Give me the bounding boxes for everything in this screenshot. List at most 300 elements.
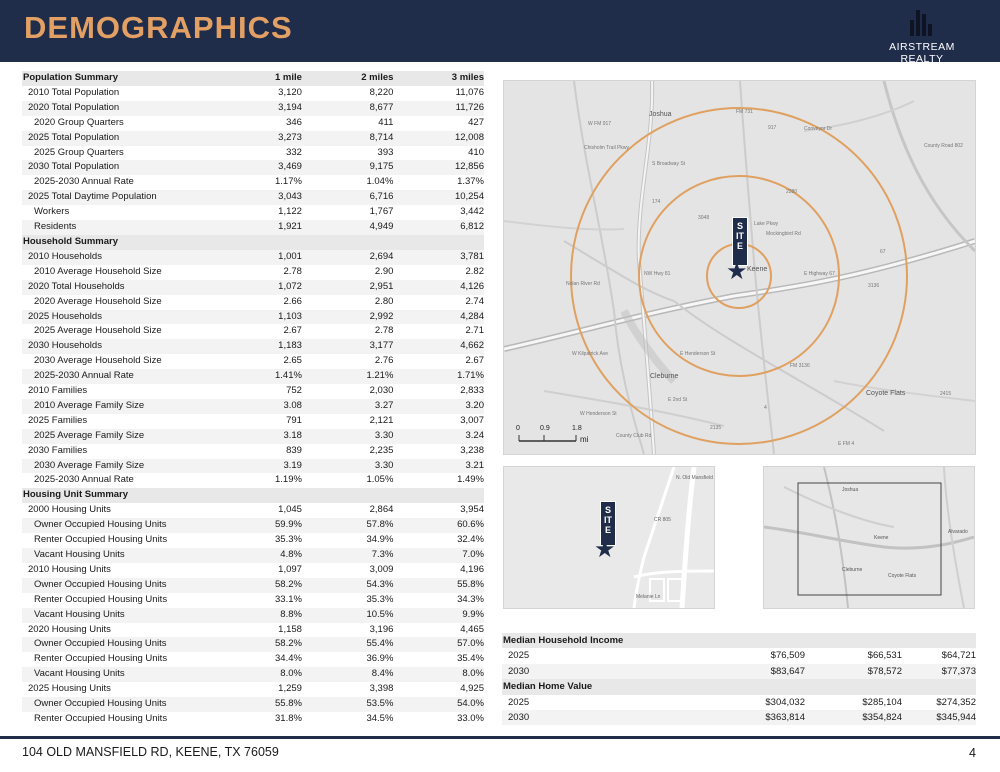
section-title: Median Household Income	[502, 633, 976, 648]
section-row	[22, 235, 484, 250]
cell-2miles: 34.9%	[366, 534, 394, 546]
table-row	[22, 324, 484, 339]
place-label: Alvarado	[948, 529, 968, 535]
table-row	[22, 667, 484, 682]
row-label: Renter Occupied Housing Units	[34, 653, 168, 665]
cell-1mile: 34.4%	[275, 653, 302, 665]
cell-3miles: 3,007	[460, 414, 484, 426]
cell-2miles: 3.30	[302, 429, 393, 444]
road-label: 3048	[698, 215, 710, 221]
cell-2miles: $354,824	[805, 710, 902, 725]
table-row	[502, 695, 976, 710]
cell-3miles: 60.6%	[393, 518, 484, 533]
cell-3miles: 1.49%	[457, 474, 484, 486]
column-header: 1 mile	[255, 71, 302, 86]
road-label: FM 3136	[790, 363, 810, 369]
row-label: 2020 Group Quarters	[34, 116, 124, 128]
cell-2miles: 34.5%	[366, 712, 394, 724]
section-row	[502, 633, 976, 648]
row-label: 2025	[508, 650, 530, 662]
cell-2miles: 1,767	[369, 206, 394, 218]
cell-3miles: 2.82	[465, 265, 484, 277]
road-label: County Club Rd	[616, 433, 652, 439]
cell-1mile: 791	[286, 414, 302, 426]
place-label: Keene	[874, 535, 889, 541]
row-label: 2030 Average Family Size	[22, 459, 255, 474]
road-label: 3136	[868, 283, 880, 289]
cell-3miles: $77,373	[902, 664, 976, 679]
section-title: Household Summary	[22, 235, 484, 250]
cell-1mile: $304,032	[765, 696, 805, 708]
road-label: Lake Pkwy	[754, 221, 779, 227]
cell-2miles: 3,196	[369, 623, 394, 635]
footer-rule	[0, 736, 1000, 739]
cell-3miles: 3,238	[460, 444, 484, 456]
cell-2miles: 8,220	[369, 86, 394, 98]
cell-1mile: 1,097	[278, 563, 302, 575]
row-label: 2030	[502, 710, 702, 725]
cell-1mile: 1,259	[278, 683, 302, 695]
road-label: W FM 917	[588, 121, 612, 127]
row-label: 2025	[508, 696, 530, 708]
cell-3miles: 3.21	[393, 459, 484, 474]
row-label: 2025 Average Family Size	[22, 429, 255, 444]
table-row	[22, 295, 484, 310]
row-label: Residents	[22, 220, 255, 235]
road-label: N. Old Mansfield	[676, 475, 713, 481]
cell-1mile: $363,814	[702, 710, 805, 725]
cell-2miles: 2,992	[302, 310, 393, 325]
road-label: NW Hwy 81	[644, 271, 671, 277]
cell-1mile: 8.0%	[255, 667, 302, 682]
table-row	[22, 712, 484, 727]
row-label: Renter Occupied Housing Units	[34, 534, 168, 546]
table-row	[22, 399, 484, 414]
cell-3miles: $274,352	[936, 696, 976, 708]
table-row	[22, 593, 484, 608]
cell-2miles: 57.8%	[302, 518, 393, 533]
cell-3miles: 2.67	[465, 355, 484, 367]
table-row	[22, 354, 484, 369]
section-row	[22, 488, 484, 503]
row-label: Vacant Housing Units	[22, 667, 255, 682]
cell-3miles: 35.4%	[457, 653, 484, 665]
row-label: Owner Occupied Housing Units	[22, 697, 255, 712]
cell-2miles: $285,104	[862, 696, 902, 708]
row-label: 2010 Average Household Size	[34, 265, 162, 277]
cell-2miles: 8,714	[302, 131, 393, 146]
place-label: Cleburne	[842, 567, 863, 573]
row-label: 2025-2030 Annual Rate	[34, 474, 134, 486]
locator-map-graphic	[764, 467, 974, 608]
table-row	[22, 578, 484, 593]
brand-logo	[866, 6, 978, 65]
cell-1mile: 55.8%	[255, 697, 302, 712]
road-label: Melanie Ln	[636, 594, 661, 600]
demographics-body	[22, 86, 484, 727]
table-row	[22, 101, 484, 116]
cell-2miles: 2.80	[374, 295, 394, 307]
cell-1mile: 346	[286, 116, 302, 128]
road-label: 917	[768, 125, 777, 131]
row-label: Vacant Housing Units	[22, 548, 255, 563]
cell-3miles: 2,833	[460, 385, 484, 397]
cell-1mile: 839	[286, 444, 302, 456]
road-label: 2280	[786, 189, 798, 195]
cell-3miles: 3,781	[393, 250, 484, 265]
cell-3miles: 3,954	[460, 504, 484, 516]
row-label: 2030	[502, 664, 702, 679]
cell-2miles: 54.3%	[302, 578, 393, 593]
scale-unit: mi	[580, 435, 589, 444]
cell-2miles: 411	[378, 116, 394, 128]
cell-3miles: 4,465	[460, 623, 484, 635]
table-header-row	[22, 71, 484, 86]
road-label: 2135	[710, 425, 722, 431]
table-row	[22, 623, 484, 638]
cell-3miles: 33.0%	[457, 712, 484, 724]
cell-2miles: 9,175	[302, 160, 393, 175]
cell-2miles: 1.21%	[302, 369, 393, 384]
aerial-map	[503, 466, 715, 609]
row-label: Renter Occupied Housing Units	[34, 712, 168, 724]
road-label: W Henderson St	[580, 411, 617, 417]
cell-2miles: 6,716	[302, 190, 393, 205]
road-label: E Henderson St	[680, 351, 716, 357]
page-header	[0, 0, 1000, 65]
cell-2miles: 2.78	[374, 325, 394, 337]
table-row	[22, 608, 484, 623]
row-label: 2025 Average Household Size	[34, 325, 162, 337]
table-row	[22, 459, 484, 474]
row-label: 2025-2030 Annual Rate	[34, 176, 134, 188]
cell-3miles: 32.4%	[457, 534, 484, 546]
cell-2miles: 3,177	[302, 339, 393, 354]
cell-2miles: 2,121	[369, 414, 394, 426]
cell-2miles: 53.5%	[302, 697, 393, 712]
cell-1mile: 1,072	[255, 280, 302, 295]
table-row	[22, 116, 484, 131]
table-row	[22, 429, 484, 444]
table-row	[22, 310, 484, 325]
cell-2miles: 2,951	[302, 280, 393, 295]
cell-1mile: 2.67	[283, 325, 302, 337]
road-label: 2415	[940, 391, 952, 397]
table-row	[22, 384, 484, 399]
place-label: Coyote Flats	[888, 573, 917, 579]
table-row	[22, 280, 484, 295]
row-label: Owner Occupied Housing Units	[22, 637, 255, 652]
cell-3miles: 57.0%	[393, 637, 484, 652]
road-label: 174	[652, 199, 661, 205]
table-row	[22, 369, 484, 384]
cell-2miles: 36.9%	[366, 653, 394, 665]
table-row	[22, 190, 484, 205]
table-row	[22, 697, 484, 712]
table-row	[22, 444, 484, 459]
cell-3miles: 12,856	[393, 160, 484, 175]
row-label: Owner Occupied Housing Units	[22, 518, 255, 533]
cell-2miles: 3,009	[369, 563, 394, 575]
cell-1mile: 58.2%	[255, 578, 302, 593]
place-label: Cleburne	[650, 373, 679, 380]
row-label: 2025 Households	[22, 310, 255, 325]
scale-label: 0.9	[540, 425, 550, 432]
table-row	[22, 503, 484, 518]
section-row	[502, 679, 976, 694]
cell-1mile: 1,103	[255, 310, 302, 325]
row-label: 2010 Families	[28, 385, 88, 397]
cell-3miles: $64,721	[941, 650, 976, 662]
column-header: 2 miles	[302, 71, 393, 86]
table-row	[502, 648, 976, 663]
site-text: SITE	[604, 505, 612, 535]
cell-3miles: 6,812	[393, 220, 484, 235]
table-row	[22, 131, 484, 146]
scale-label: 1.8	[572, 425, 582, 432]
road-label: Conveyor Dr	[804, 126, 833, 132]
cell-1mile: 58.2%	[255, 637, 302, 652]
table-row	[22, 682, 484, 697]
row-label: 2025 Families	[28, 414, 88, 426]
road-label: S Broadway St	[652, 161, 686, 167]
cell-3miles: 11,076	[455, 86, 484, 98]
cell-1mile: 1.41%	[255, 369, 302, 384]
row-label: Owner Occupied Housing Units	[22, 578, 255, 593]
cell-2miles: 10.5%	[302, 608, 393, 623]
cell-3miles: 2.74	[465, 295, 484, 307]
cell-2miles: 393	[377, 146, 394, 158]
table-row	[22, 637, 484, 652]
cell-3miles: 4,925	[460, 683, 484, 695]
cell-3miles: 10,254	[393, 190, 484, 205]
cell-1mile: 1,045	[278, 504, 302, 516]
road-label: E FM 4	[838, 441, 855, 447]
cell-1mile: 752	[286, 385, 302, 397]
cell-2miles: 2.76	[374, 355, 394, 367]
row-label: 2025 Total Daytime Population	[22, 190, 255, 205]
radius-map	[503, 80, 976, 455]
row-label: 2030 Households	[22, 339, 255, 354]
cell-1mile: 59.9%	[255, 518, 302, 533]
place-label: Joshua	[842, 487, 859, 493]
row-label: 2010 Housing Units	[28, 563, 111, 575]
road-label: Mockingbird Rd	[766, 231, 801, 237]
star-icon: ★	[594, 535, 616, 563]
cell-2miles: 2.90	[374, 265, 394, 277]
cell-1mile: 1,921	[255, 220, 302, 235]
cell-2miles: 8,677	[302, 101, 393, 116]
cell-3miles: 4,196	[460, 563, 484, 575]
cell-2miles: 55.4%	[302, 637, 393, 652]
cell-2miles: 3.27	[302, 399, 393, 414]
section-title: Housing Unit Summary	[22, 488, 484, 503]
cell-1mile: 3,273	[255, 131, 302, 146]
table-row	[22, 414, 484, 429]
table-row	[502, 664, 976, 679]
row-label: Workers	[34, 206, 70, 218]
row-label: 2025 Group Quarters	[34, 146, 124, 158]
table-row	[22, 160, 484, 175]
cell-1mile: 3.19	[255, 459, 302, 474]
cell-3miles: 3.24	[393, 429, 484, 444]
row-label: Vacant Housing Units	[22, 608, 255, 623]
row-label: 2025-2030 Annual Rate	[22, 369, 255, 384]
row-label: 2020 Housing Units	[28, 623, 111, 635]
row-label: 2020 Total Population	[22, 101, 255, 116]
cell-1mile: 3,469	[255, 160, 302, 175]
cell-1mile: 1.17%	[275, 176, 302, 188]
table-row	[502, 710, 976, 725]
cell-2miles: 3,398	[369, 683, 394, 695]
road-label: Chisholm Trail Pkwy	[584, 145, 630, 151]
cell-3miles: 7.0%	[393, 548, 484, 563]
cell-1mile: 1.19%	[275, 474, 302, 486]
cell-2miles: $78,572	[805, 664, 902, 679]
cell-2miles: 2,235	[369, 444, 394, 456]
cell-3miles: 34.3%	[457, 593, 484, 605]
cell-2miles: 2,694	[302, 250, 393, 265]
locator-map	[763, 466, 975, 609]
cell-3miles: 55.8%	[393, 578, 484, 593]
page-title: DEMOGRAPHICS	[24, 10, 293, 45]
road-label: County Road 802	[924, 143, 963, 149]
table-row	[22, 146, 484, 161]
cell-2miles: 4,949	[302, 220, 393, 235]
table-row	[22, 473, 484, 488]
cell-3miles: 410	[468, 146, 484, 158]
table-row	[22, 175, 484, 190]
cell-2miles: 2,030	[369, 385, 394, 397]
cell-1mile: 31.8%	[275, 712, 302, 724]
row-label: 2000 Housing Units	[28, 504, 111, 516]
row-label: 2010 Households	[22, 250, 255, 265]
road-label: CR 805	[654, 517, 671, 523]
cell-1mile: 1,001	[255, 250, 302, 265]
cell-3miles: 1.71%	[393, 369, 484, 384]
cell-3miles: 54.0%	[393, 697, 484, 712]
cell-3miles: 8.0%	[393, 667, 484, 682]
row-label: Renter Occupied Housing Units	[34, 593, 168, 605]
cell-3miles: $345,944	[902, 710, 976, 725]
table-row	[22, 265, 484, 280]
table-row	[22, 518, 484, 533]
table-row	[22, 339, 484, 354]
table-row	[22, 86, 484, 101]
cell-3miles: 3.20	[393, 399, 484, 414]
place-label: Coyote Flats	[866, 390, 906, 397]
cell-3miles: 12,008	[393, 131, 484, 146]
cell-1mile: 8.8%	[255, 608, 302, 623]
cell-1mile: 35.3%	[275, 534, 302, 546]
cell-1mile: 3.18	[255, 429, 302, 444]
cell-3miles: 2.71	[465, 325, 484, 337]
row-label: 2025 Total Population	[22, 131, 255, 146]
table-row	[22, 220, 484, 235]
cell-1mile: 1,183	[255, 339, 302, 354]
place-label: Joshua	[649, 111, 672, 118]
road-label: E Highway 67	[804, 271, 835, 277]
cell-1mile: $76,509	[770, 650, 805, 662]
road-label: W Kilpatrick Ave	[572, 351, 609, 357]
cell-1mile: 1,122	[278, 206, 302, 218]
cell-1mile: 4.8%	[255, 548, 302, 563]
brand-name: AIRSTREAM REALTY	[889, 41, 955, 65]
cell-2miles: 8.4%	[302, 667, 393, 682]
column-header: Population Summary	[22, 71, 255, 86]
star-icon: ★	[726, 257, 748, 285]
page-number: 4	[969, 746, 976, 760]
demographics-table	[22, 71, 484, 727]
cell-3miles: 3,442	[460, 206, 484, 218]
scale-label: 0	[516, 425, 520, 432]
cell-1mile: 3,043	[255, 190, 302, 205]
section-title: Median Home Value	[502, 679, 976, 694]
cell-2miles: 1.04%	[366, 176, 394, 188]
road-label: 4	[764, 405, 767, 411]
cell-3miles: 4,662	[393, 339, 484, 354]
row-label: 2025 Housing Units	[28, 683, 111, 695]
place-label: Keene	[747, 266, 768, 273]
cell-1mile: 3,194	[255, 101, 302, 116]
row-label: 2020 Average Household Size	[34, 295, 162, 307]
cell-2miles: 2,864	[369, 504, 394, 516]
cell-1mile: 332	[286, 146, 302, 158]
cell-3miles: 4,284	[393, 310, 484, 325]
footer-address: 104 OLD MANSFIELD RD, KEENE, TX 76059	[22, 745, 279, 759]
cell-1mile: $83,647	[702, 664, 805, 679]
cell-3miles: 9.9%	[393, 608, 484, 623]
table-row	[22, 563, 484, 578]
cell-1mile: 1,158	[278, 623, 302, 635]
road-label: FM 731	[736, 109, 753, 115]
cell-1mile: 3,120	[278, 86, 302, 98]
cell-3miles: 4,126	[393, 280, 484, 295]
row-label: 2030 Average Household Size	[34, 355, 162, 367]
column-header: 3 miles	[393, 71, 484, 86]
table-row	[22, 205, 484, 220]
cell-3miles: 427	[468, 116, 484, 128]
road-label: E 2nd St	[668, 397, 688, 403]
row-label: 2030 Families	[28, 444, 88, 456]
cell-2miles: $66,531	[867, 650, 902, 662]
income-table	[502, 633, 976, 725]
cell-2miles: 7.3%	[302, 548, 393, 563]
cell-2miles: 3.30	[302, 459, 393, 474]
cell-1mile: 2.65	[283, 355, 302, 367]
table-row	[22, 548, 484, 563]
cell-1mile: 33.1%	[275, 593, 302, 605]
site-text: SITE	[736, 221, 744, 251]
cell-1mile: 3.08	[255, 399, 302, 414]
row-label: 2030 Total Population	[22, 160, 255, 175]
cell-2miles: 1.05%	[366, 474, 394, 486]
cell-2miles: 35.3%	[366, 593, 394, 605]
table-row	[22, 652, 484, 667]
cell-1mile: 2.66	[283, 295, 302, 307]
row-label: 2010 Total Population	[28, 86, 120, 98]
table-row	[22, 533, 484, 548]
cell-3miles: 11,726	[393, 101, 484, 116]
building-icon	[910, 8, 934, 36]
cell-1mile: 2.78	[283, 265, 302, 277]
row-label: 2020 Total Households	[22, 280, 255, 295]
table-row	[22, 250, 484, 265]
cell-3miles: 1.37%	[457, 176, 484, 188]
road-label: Nolan River Rd	[566, 281, 600, 287]
row-label: 2010 Average Family Size	[22, 399, 255, 414]
road-label: 67	[880, 249, 886, 255]
